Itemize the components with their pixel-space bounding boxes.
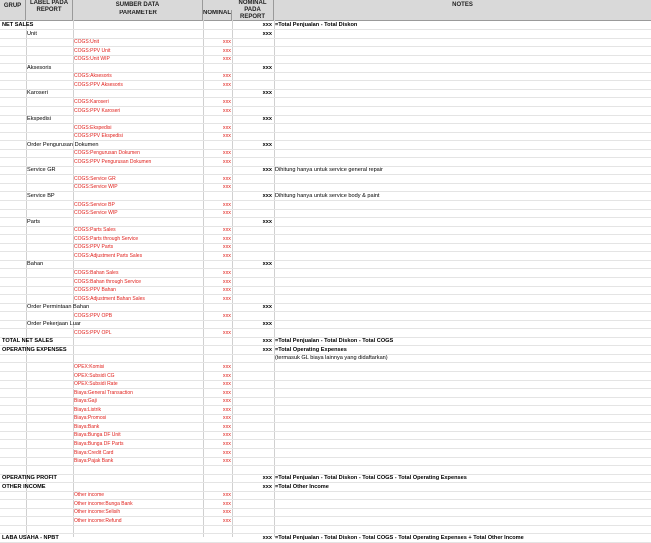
parameter-cell[interactable]: Biaya:General Transaction	[74, 389, 133, 396]
nominal-cell[interactable]: xxx	[222, 406, 231, 413]
parameter-cell[interactable]: COGS:Service GR	[74, 175, 116, 182]
parameter-cell[interactable]: COGS:PPV Karoseri	[74, 107, 121, 114]
nominal-cell[interactable]: xxx	[222, 432, 231, 439]
parameter-cell[interactable]: Biaya:Pajak Bank	[74, 458, 114, 465]
parameter-cell[interactable]: Biaya:Promosi	[74, 415, 107, 422]
nominal-cell[interactable]: xxx	[222, 133, 231, 140]
nominal-report-cell[interactable]: xxx	[262, 321, 272, 328]
nominal-report-cell[interactable]: xxx	[262, 346, 272, 353]
header-row	[0, 0, 651, 21]
parameter-cell[interactable]: COGS:PPV Bahan	[74, 287, 116, 294]
nominal-cell[interactable]: xxx	[222, 364, 231, 370]
parameter-cell[interactable]: COGS:Bahan through Service	[74, 278, 141, 285]
parameter-cell[interactable]: COGS:Aksesoris	[74, 73, 112, 80]
nominal-cell[interactable]: xxx	[222, 440, 231, 447]
label-cell[interactable]: Order Pengurusan Dokumen	[27, 141, 99, 148]
parameter-cell[interactable]: OPEX:Komisi	[74, 364, 105, 370]
notes-cell[interactable]: =Total Penjualan - Total Diskon	[275, 22, 358, 28]
grup-cell[interactable]: OPERATING EXPENSES	[2, 346, 67, 353]
notes-cell[interactable]: (termasuk GL biaya lainnya yang didaftarkan)	[275, 355, 388, 362]
nominal-cell[interactable]: xxx	[222, 517, 231, 524]
nominal-cell[interactable]: xxx	[222, 175, 231, 182]
nominal-cell[interactable]	[204, 534, 231, 543]
label-cell[interactable]: Ekspedisi	[27, 116, 51, 123]
nominal-cell[interactable]: xxx	[222, 107, 231, 114]
parameter-cell[interactable]: COGS:Ekspedisi	[74, 124, 112, 131]
parameter-cell[interactable]: COGS:PPV Pengurusan Dokumen	[74, 158, 152, 165]
nominal-cell[interactable]: xxx	[222, 269, 231, 276]
parameter-cell[interactable]: Biaya:Credit Card	[74, 449, 114, 456]
parameter-cell[interactable]: COGS:PPV Parts	[74, 244, 114, 251]
parameter-cell[interactable]: COGS:PPV Aksesoris	[74, 81, 123, 88]
nominal-report-cell[interactable]: xxx	[262, 261, 272, 268]
header-sumber-data[interactable]: SUMBER DATA	[73, 0, 203, 20]
nominal-report-cell[interactable]: xxx	[262, 535, 272, 541]
nominal-cell[interactable]: xxx	[222, 312, 231, 319]
table-row[interactable]	[0, 534, 651, 543]
parameter-cell[interactable]: COGS:Adjustment Bahan Sales	[74, 295, 145, 302]
nominal-report-cell[interactable]: xxx	[262, 304, 272, 311]
nominal-cell[interactable]: xxx	[222, 184, 231, 191]
parameter-cell[interactable]: COGS:PPV OPB	[74, 312, 113, 319]
nominal-cell[interactable]: xxx	[222, 252, 231, 259]
grup-cell[interactable]: NET SALES	[2, 22, 34, 28]
nominal-cell[interactable]: xxx	[222, 73, 231, 80]
parameter-cell[interactable]: Biaya:Gaji	[74, 398, 97, 405]
nominal-cell[interactable]: xxx	[222, 81, 231, 88]
nominal-cell[interactable]: xxx	[222, 423, 231, 430]
label-cell[interactable]: Order Pekerjaan Luar	[27, 321, 81, 328]
header-label[interactable]: LABEL PADA REPORT	[26, 0, 73, 20]
parameter-cell[interactable]: COGS:Service WIP	[74, 184, 118, 191]
nominal-cell[interactable]: xxx	[222, 500, 231, 507]
notes-cell[interactable]: =Total Penjualan - Total Diskon - Total COGS	[275, 338, 394, 345]
notes-cell[interactable]: Dihitung hanya untuk service body & paint	[275, 193, 380, 199]
nominal-cell[interactable]: xxx	[222, 381, 231, 388]
parameter-cell[interactable]: Biaya:Bank	[74, 423, 100, 430]
nominal-report-cell[interactable]: xxx	[262, 116, 272, 123]
nominal-cell[interactable]: xxx	[222, 398, 231, 405]
nominal-cell[interactable]: xxx	[222, 458, 231, 465]
nominal-cell[interactable]: xxx	[222, 329, 231, 336]
parameter-cell[interactable]: Other income:Bunga Bank	[74, 500, 133, 507]
parameter-cell[interactable]: COGS:PPV Ekspedisi	[74, 133, 123, 140]
parameter-cell[interactable]: COGS:Bahan Sales	[74, 269, 119, 276]
parameter-cell[interactable]: COGS:Parts Sales	[74, 227, 116, 234]
nominal-report-cell[interactable]: xxx	[262, 141, 272, 148]
label-cell[interactable]: Order Permintaan Bahan	[27, 304, 90, 311]
nominal-cell[interactable]: xxx	[222, 98, 231, 105]
parameter-cell[interactable]: COGS:PPV Unit	[74, 47, 111, 54]
nominal-report-cell[interactable]: xxx	[262, 483, 272, 490]
nominal-cell[interactable]: xxx	[222, 201, 231, 208]
parameter-cell[interactable]: COGS:Unit WIP	[74, 56, 110, 63]
header-parameter: PARAMETER	[119, 10, 157, 16]
grup-cell[interactable]: OPERATING PROFIT	[2, 475, 57, 482]
nominal-cell[interactable]: xxx	[222, 56, 231, 63]
nominal-cell[interactable]: xxx	[222, 210, 231, 217]
nominal-report-cell[interactable]: xxx	[262, 64, 272, 71]
notes-cell[interactable]: Dihitung hanya untuk service general repair	[275, 167, 383, 174]
parameter-cell[interactable]: Biaya:Bunga DF Parts	[74, 440, 124, 447]
parameter-cell[interactable]: COGS:Pengurusan Dokumen	[74, 150, 140, 157]
header-grup[interactable]: GRUP	[0, 0, 26, 20]
parameter-cell[interactable]: Other income:Refund	[74, 517, 122, 524]
parameter-cell[interactable]: Biaya:Listrik	[74, 406, 101, 413]
notes-cell[interactable]: =Total Other Income	[275, 483, 329, 490]
nominal-cell[interactable]: xxx	[222, 150, 231, 157]
parameter-cell[interactable]: OPEX:Subsidi Rate	[74, 381, 118, 388]
nominal-report-cell[interactable]: xxx	[262, 90, 272, 97]
nominal-report-cell[interactable]: xxx	[262, 475, 272, 482]
nominal-cell[interactable]: xxx	[222, 47, 231, 54]
label-cell[interactable]: Bahan	[27, 261, 44, 268]
label-cell[interactable]: Unit	[27, 30, 37, 37]
nominal-cell[interactable]: xxx	[222, 235, 231, 242]
header-notes[interactable]: NOTES	[452, 2, 473, 8]
parameter-cell[interactable]: COGS:Unit	[74, 39, 100, 46]
nominal-cell[interactable]: xxx	[222, 389, 231, 396]
nominal-cell[interactable]: xxx	[222, 287, 231, 294]
grup-cell[interactable]: LABA USAHA - NPBT	[2, 535, 59, 541]
nominal-report-cell[interactable]: xxx	[262, 338, 272, 345]
label-cell[interactable]: Service GR	[27, 167, 56, 174]
label-cell[interactable]: Aksesoris	[27, 64, 52, 71]
nominal-report-cell[interactable]: xxx	[262, 193, 272, 199]
parameter-cell[interactable]: COGS:PPV OPL	[74, 329, 112, 336]
header-nominal-report[interactable]: NOMINAL PADA REPORT	[232, 0, 274, 20]
nominal-cell[interactable]: xxx	[222, 39, 231, 46]
parameter-cell[interactable]: COGS:Parts through Service	[74, 235, 139, 242]
parameter-cell[interactable]: Other income:Selisih	[74, 509, 121, 516]
parameter-cell[interactable]: COGS:Karoseri	[74, 98, 109, 105]
label-cell[interactable]: Karoseri	[27, 90, 48, 97]
nominal-cell[interactable]: xxx	[222, 509, 231, 516]
nominal-cell[interactable]: xxx	[222, 158, 231, 165]
nominal-report-cell[interactable]: xxx	[262, 167, 272, 174]
nominal-report-cell[interactable]: xxx	[262, 30, 272, 37]
nominal-report-cell[interactable]: xxx	[262, 22, 272, 28]
nominal-cell[interactable]: xxx	[222, 244, 231, 251]
notes-cell[interactable]: =Total Operating Expenses	[275, 346, 347, 353]
grup-cell[interactable]: TOTAL NET SALES	[2, 338, 53, 345]
nominal-report-cell[interactable]: xxx	[262, 218, 272, 225]
nominal-cell[interactable]: xxx	[222, 295, 231, 302]
parameter-cell[interactable]: OPEX:Subsidi CG	[74, 372, 115, 379]
nominal-cell[interactable]: xxx	[222, 372, 231, 379]
parameter-cell[interactable]: COGS:Adjustment Parts Sales	[74, 252, 143, 259]
nominal-cell[interactable]: xxx	[222, 415, 231, 422]
grup-cell[interactable]: OTHER INCOME	[2, 483, 46, 490]
parameter-cell[interactable]: Other income	[74, 492, 105, 499]
nominal-cell[interactable]: xxx	[222, 227, 231, 234]
nominal-cell[interactable]: xxx	[222, 492, 231, 499]
parameter-cell[interactable]: COGS:Service BP	[74, 201, 115, 208]
nominal-cell[interactable]: xxx	[222, 449, 231, 456]
label-cell[interactable]: Service BP	[27, 193, 55, 199]
header-nominal[interactable]: NOMINAL	[203, 10, 232, 20]
parameter-cell[interactable]: COGS:Service WIP	[74, 210, 118, 217]
label-cell[interactable]: Parts	[27, 218, 41, 225]
nominal-cell[interactable]: xxx	[222, 124, 231, 131]
nominal-cell[interactable]: xxx	[222, 278, 231, 285]
notes-cell[interactable]: =Total Penjualan - Total Diskon - Total COGS - Total Operating Expenses	[275, 475, 467, 482]
notes-cell[interactable]: =Total Penjualan - Total Diskon - Total COGS - Total Operating Expenses + Total Other Income	[275, 535, 524, 541]
parameter-cell[interactable]: Biaya:Bunga DF Unit	[74, 432, 121, 439]
